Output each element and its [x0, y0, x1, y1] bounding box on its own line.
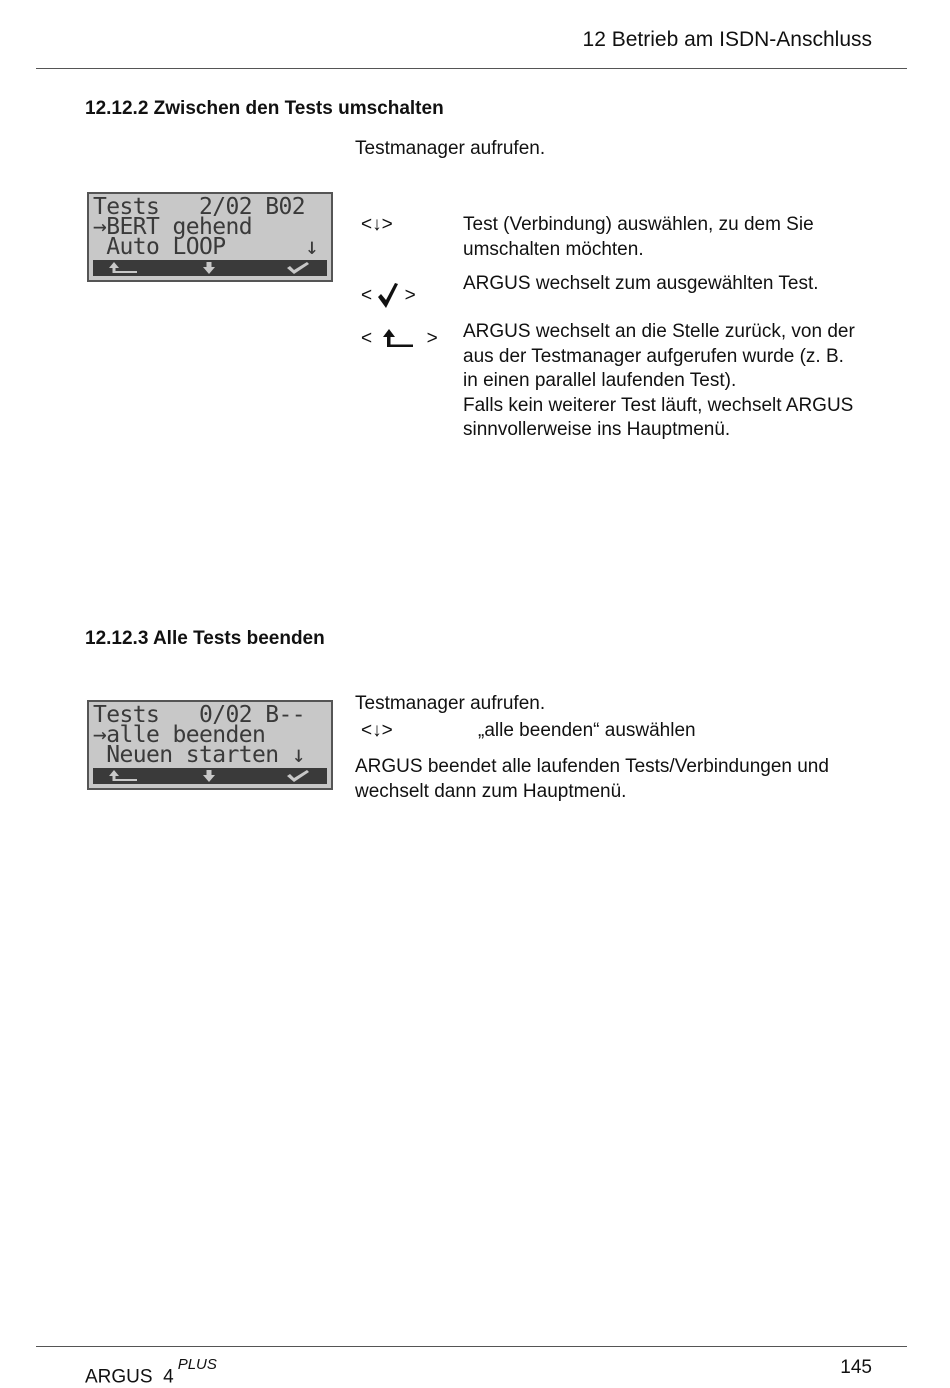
- row-text-line: Falls kein weiterer Test läuft, wechselt ARGUS: [463, 394, 854, 416]
- lcd-line: Auto LOOP ↓: [93, 234, 319, 260]
- footer-brand: [85, 1356, 217, 1388]
- lcd-line: Neuen starten ↓: [93, 742, 305, 768]
- footer-divider: [36, 1346, 907, 1347]
- lcd-softkey-bar: [93, 768, 327, 784]
- result-text-line: ARGUS beendet alle laufenden Tests/Verbindungen und: [355, 756, 829, 777]
- check-icon: [377, 282, 399, 310]
- header-divider: [36, 68, 907, 69]
- row-text-line: in einen parallel laufenden Test).: [463, 370, 737, 391]
- down-key-label: <↓>: [361, 214, 393, 235]
- arrow-down-icon: [201, 261, 217, 275]
- result-text: [355, 755, 829, 804]
- lcd-line: Tests 2/02 B02: [93, 194, 305, 220]
- intro-text: Testmanager aufrufen.: [355, 138, 546, 159]
- return-arrow-icon: [107, 769, 139, 783]
- row-text-line: ARGUS wechselt zum ausgewählten Test.: [463, 273, 819, 294]
- intro-text: Testmanager aufrufen.: [355, 693, 546, 714]
- lcd-line: →BERT gehend: [93, 214, 252, 240]
- lcd-softkey-bar: [93, 260, 327, 276]
- lcd-display: [87, 700, 333, 790]
- row-description: [463, 272, 819, 297]
- brand-name: ARGUS 4: [85, 1366, 174, 1388]
- row-description: [463, 213, 814, 262]
- arrow-down-icon: [201, 769, 217, 783]
- down-key-label: <↓>: [361, 720, 393, 741]
- return-key: < >: [361, 328, 438, 350]
- return-arrow-icon: [107, 261, 139, 275]
- row-text-line: sinnvollerweise ins Hauptmenü.: [463, 419, 731, 440]
- section-title: 12.12.3 Alle Tests beenden: [85, 628, 325, 649]
- row-description: [463, 320, 855, 443]
- section-title: 12.12.2 Zwischen den Tests umschalten: [85, 98, 444, 119]
- check-key: < >: [361, 282, 416, 310]
- result-text-line: wechselt dann zum Hauptmenü.: [355, 780, 627, 802]
- row-text-line: ARGUS wechselt an die Stelle zurück, von der: [463, 321, 855, 342]
- page-number: 145: [840, 1357, 872, 1378]
- row-text-line: umschalten möchten.: [463, 238, 644, 260]
- check-icon: [285, 261, 311, 275]
- check-icon: [285, 769, 311, 783]
- lcd-line: Tests 0/02 B--: [93, 702, 305, 728]
- row-description: „alle beenden“ auswählen: [478, 720, 696, 741]
- lcd-line: →alle beenden: [93, 722, 266, 748]
- chapter-title: 12 Betrieb am ISDN-Anschluss: [582, 28, 872, 51]
- row-text-line: aus der Testmanager aufgerufen wurde (z. B.: [463, 345, 844, 367]
- brand-suffix: PLUS: [177, 1356, 217, 1373]
- return-arrow-icon: [381, 328, 417, 350]
- row-text-line: Test (Verbindung) auswählen, zu dem Sie: [463, 214, 814, 235]
- lcd-display: [87, 192, 333, 282]
